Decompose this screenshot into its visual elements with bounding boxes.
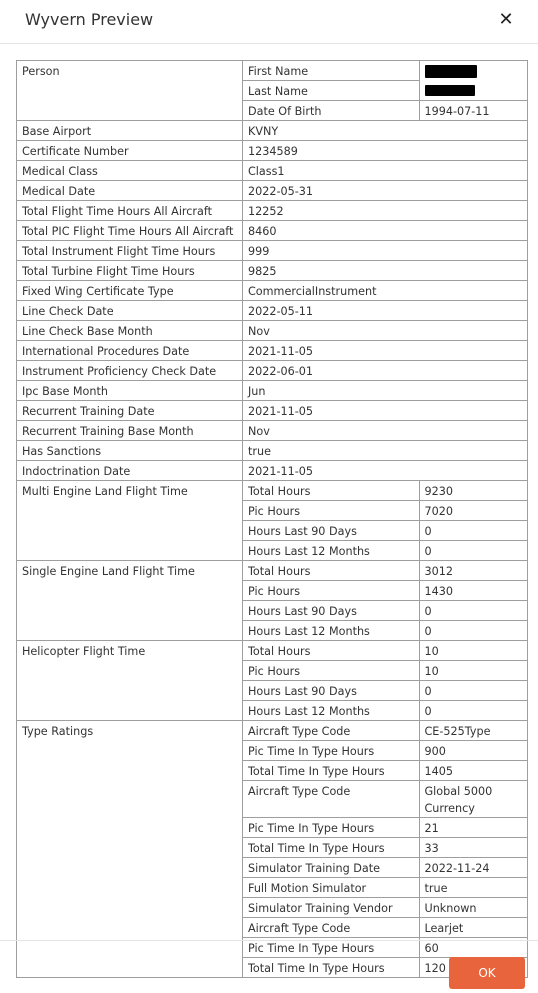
nested-label: Full Motion Simulator (243, 878, 419, 898)
nested-row (243, 641, 527, 661)
flight-time-group (17, 561, 528, 641)
field-label: Instrument Proficiency Check Date (17, 361, 243, 381)
field-value: Jun (243, 381, 528, 401)
nested-row (243, 858, 527, 878)
nested-table (243, 561, 527, 640)
nested-value (419, 61, 527, 81)
nested-label: Total Time In Type Hours (243, 838, 419, 858)
field-label: Person (17, 61, 243, 121)
table-row (17, 461, 528, 481)
field-value: KVNY (243, 121, 528, 141)
nested-value: 1430 (419, 581, 527, 601)
nested-label: Pic Time In Type Hours (243, 818, 419, 838)
nested-value (419, 81, 527, 101)
nested-value: true (419, 878, 527, 898)
field-label: Total Instrument Flight Time Hours (17, 241, 243, 261)
field-value: 2021-11-05 (243, 341, 528, 361)
field-value: true (243, 441, 528, 461)
nested-value: Learjet (419, 918, 527, 938)
nested-row (243, 541, 527, 561)
table-row (17, 221, 528, 241)
field-value: 2021-11-05 (243, 461, 528, 481)
nested-row (243, 918, 527, 938)
field-value: 1234589 (243, 141, 528, 161)
nested-value: 0 (424, 625, 432, 638)
nested-label: Simulator Training Vendor (243, 898, 419, 918)
field-value: 999 (243, 241, 528, 261)
nested-value: 0 (424, 705, 432, 718)
table-row (17, 141, 528, 161)
nested-label: Aircraft Type Code (243, 721, 419, 741)
nested-label: Hours Last 12 Months (243, 541, 419, 561)
table-row (17, 421, 528, 441)
nested-label: Aircraft Type Code (243, 918, 419, 938)
flight-time-group (17, 641, 528, 721)
nested-value: Global 5000 Currency (419, 781, 527, 818)
nested-label: First Name (243, 61, 419, 81)
field-value: Class1 (243, 161, 528, 181)
field-value: Nov (243, 321, 528, 341)
field-label: Certificate Number (17, 141, 243, 161)
nested-cell (243, 61, 528, 121)
table-row (17, 441, 528, 461)
nested-value: 10 (419, 641, 527, 661)
nested-value: 3012 (419, 561, 527, 581)
field-value: Nov (243, 421, 528, 441)
nested-value: 1405 (419, 761, 527, 781)
nested-row (243, 101, 527, 121)
field-label: Medical Class (17, 161, 243, 181)
nested-value: CE-525Type (419, 721, 527, 741)
nested-row (243, 781, 527, 818)
nested-table (243, 641, 527, 720)
nested-value: 10 (419, 661, 527, 681)
nested-row (243, 838, 527, 858)
field-label: Has Sanctions (17, 441, 243, 461)
nested-cell (243, 561, 528, 641)
field-label: Multi Engine Land Flight Time (17, 481, 243, 561)
nested-row (243, 501, 527, 521)
table-row (17, 401, 528, 421)
table-row (17, 361, 528, 381)
field-label: International Procedures Date (17, 341, 243, 361)
field-label: Recurrent Training Base Month (17, 421, 243, 441)
field-value: 12252 (243, 201, 528, 221)
field-label: Line Check Date (17, 301, 243, 321)
nested-cell (243, 481, 528, 561)
field-value: 2022-05-31 (243, 181, 528, 201)
nested-label: Total Time In Type Hours (243, 958, 419, 978)
nested-row (243, 761, 527, 781)
table-row (17, 121, 528, 141)
field-label: Total Flight Time Hours All Aircraft (17, 201, 243, 221)
nested-row (243, 581, 527, 601)
dialog-body (16, 60, 528, 978)
redacted-value (425, 85, 475, 96)
field-label: Type Ratings (17, 721, 243, 978)
nested-label: Total Hours (243, 641, 419, 661)
nested-label: Total Hours (243, 561, 419, 581)
nested-label: Total Time In Type Hours (243, 761, 419, 781)
nested-row (243, 601, 527, 621)
nested-label: Total Hours (243, 481, 419, 501)
table-row (17, 281, 528, 301)
nested-label: Hours Last 12 Months (243, 621, 419, 641)
nested-value: Unknown (419, 898, 527, 918)
nested-value: 7020 (419, 501, 527, 521)
nested-value: 0 (419, 681, 527, 701)
table-row (17, 261, 528, 281)
ok-button[interactable]: OK (449, 957, 525, 989)
table-row (17, 341, 528, 361)
field-value: 2022-06-01 (243, 361, 528, 381)
nested-value: 9230 (419, 481, 527, 501)
dialog-header (0, 0, 538, 44)
field-label: Medical Date (17, 181, 243, 201)
field-label: Base Airport (17, 121, 243, 141)
nested-cell (243, 721, 528, 978)
table-row (17, 201, 528, 221)
nested-value: 0 (424, 545, 432, 558)
nested-value: 0 (419, 601, 527, 621)
nested-row (243, 521, 527, 541)
field-label: Recurrent Training Date (17, 401, 243, 421)
field-label: Single Engine Land Flight Time (17, 561, 243, 641)
nested-row (243, 81, 527, 101)
table-row (17, 161, 528, 181)
nested-value: 120 (424, 962, 446, 975)
dialog-footer (0, 940, 538, 993)
table-row (17, 181, 528, 201)
nested-row (243, 741, 527, 761)
field-value: 8460 (243, 221, 528, 241)
nested-table (243, 481, 527, 560)
field-label: Helicopter Flight Time (17, 641, 243, 721)
nested-value: 60 (419, 938, 527, 958)
nested-label: Date Of Birth (243, 101, 419, 121)
nested-row (243, 681, 527, 701)
nested-label: Hours Last 90 Days (243, 681, 419, 701)
field-label: Fixed Wing Certificate Type (17, 281, 243, 301)
nested-label: Aircraft Type Code (243, 781, 419, 818)
nested-row (243, 898, 527, 918)
nested-value: 33 (419, 838, 527, 858)
close-icon[interactable]: ✕ (498, 9, 514, 30)
table-row (17, 381, 528, 401)
nested-label: Hours Last 90 Days (243, 601, 419, 621)
nested-row (243, 621, 527, 641)
nested-row (243, 61, 527, 81)
field-label: Indoctrination Date (17, 461, 243, 481)
nested-label: Pic Time In Type Hours (243, 741, 419, 761)
nested-row (243, 481, 527, 501)
nested-value: 1994-07-11 (424, 105, 490, 118)
table-row (17, 321, 528, 341)
redacted-value (425, 65, 477, 78)
type-ratings-row (17, 721, 528, 978)
nested-row (243, 721, 527, 741)
person-row (17, 61, 528, 121)
nested-row (243, 818, 527, 838)
dialog-title: Wyvern Preview (25, 10, 154, 29)
nested-table (243, 721, 527, 977)
nested-label: Hours Last 90 Days (243, 521, 419, 541)
nested-value: 2022-11-24 (419, 858, 527, 878)
table-row (17, 241, 528, 261)
field-label: Line Check Base Month (17, 321, 243, 341)
nested-label: Pic Hours (243, 661, 419, 681)
nested-value: 0 (419, 521, 527, 541)
nested-label: Hours Last 12 Months (243, 701, 419, 721)
field-label: Total PIC Flight Time Hours All Aircraft (17, 221, 243, 241)
nested-row (243, 561, 527, 581)
nested-row (243, 701, 527, 721)
field-value: CommercialInstrument (243, 281, 528, 301)
nested-value: 21 (419, 818, 527, 838)
field-label: Total Turbine Flight Time Hours (17, 261, 243, 281)
nested-row (243, 661, 527, 681)
field-label: Ipc Base Month (17, 381, 243, 401)
nested-label: Last Name (243, 81, 419, 101)
nested-label: Simulator Training Date (243, 858, 419, 878)
field-value: 2022-05-11 (243, 301, 528, 321)
table-row (17, 301, 528, 321)
field-value: 2021-11-05 (243, 401, 528, 421)
nested-row (243, 878, 527, 898)
nested-label: Pic Hours (243, 581, 419, 601)
nested-label: Pic Time In Type Hours (243, 938, 419, 958)
nested-value: 900 (419, 741, 527, 761)
nested-table (243, 61, 527, 120)
field-value: 9825 (243, 261, 528, 281)
nested-label: Pic Hours (243, 501, 419, 521)
preview-table (16, 60, 528, 978)
flight-time-group (17, 481, 528, 561)
nested-cell (243, 641, 528, 721)
